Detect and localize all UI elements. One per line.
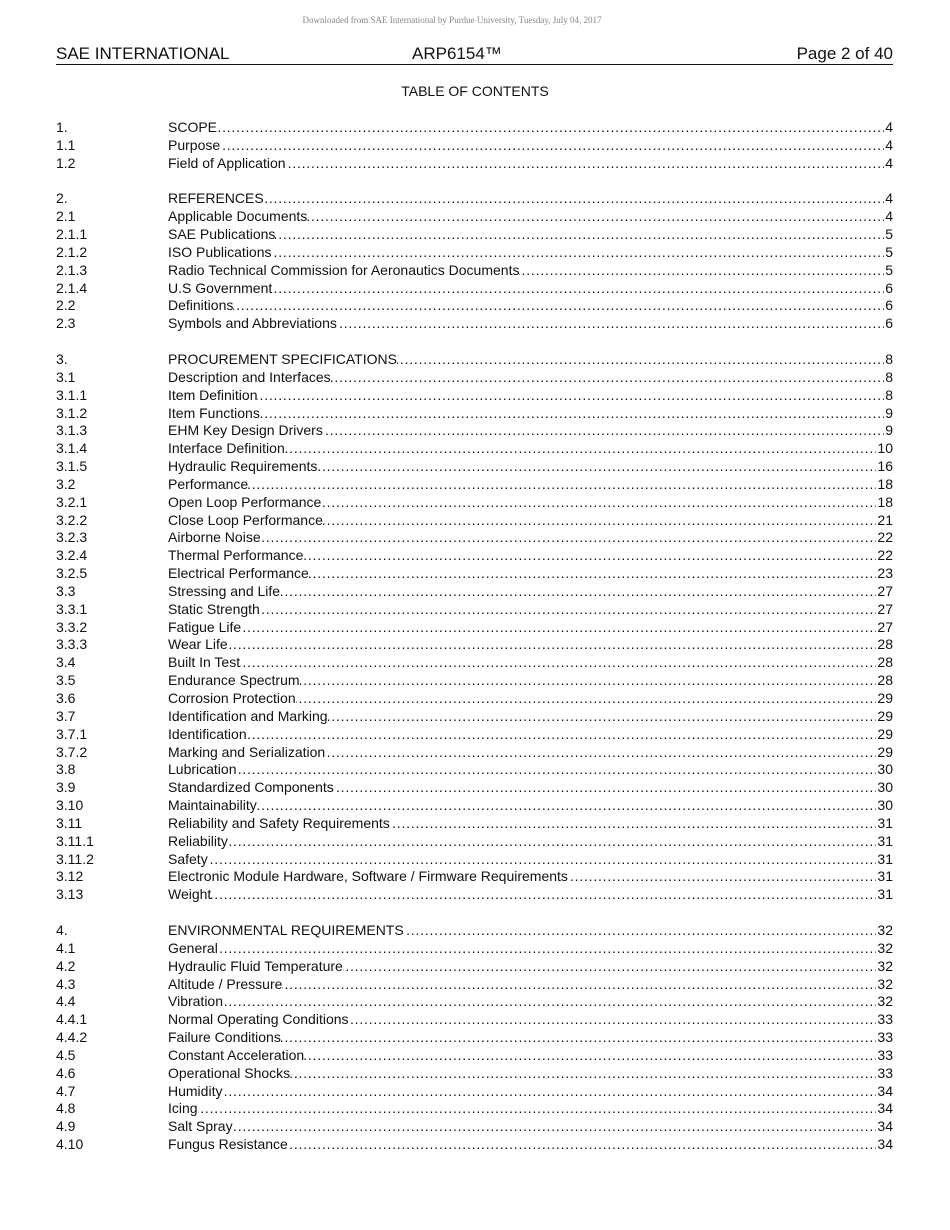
dot-leader — [328, 708, 877, 726]
toc-entry-title: Purpose — [168, 136, 221, 153]
dot-leader — [233, 1118, 877, 1136]
dot-leader — [307, 208, 884, 226]
toc-entry[interactable] — [56, 583, 893, 601]
dot-leader — [223, 993, 876, 1011]
dot-leader — [233, 297, 884, 315]
dot-leader — [247, 726, 877, 744]
header-organization: SAE INTERNATIONAL — [56, 44, 230, 63]
toc-entry-title: Fungus Resistance — [168, 1136, 288, 1153]
toc-entry-title: Maintainability — [168, 797, 257, 814]
toc-entry-title: Hydraulic Fluid Temperature — [168, 957, 343, 974]
toc-entry-title: ENVIRONMENTAL REQUIREMENTS — [168, 921, 404, 938]
toc-entry-page: 31 — [877, 868, 893, 885]
dot-leader — [288, 1136, 877, 1154]
toc-entry[interactable] — [56, 672, 893, 690]
toc-entry-page: 33 — [877, 1064, 893, 1081]
toc-entry-title: PROCUREMENT SPECIFICATIONS — [168, 350, 397, 367]
toc-entry-page: 4 — [885, 136, 893, 153]
toc-entry-page: 33 — [877, 1011, 893, 1028]
toc-entry-title: U.S Government — [168, 279, 273, 296]
toc-entry[interactable] — [56, 958, 893, 976]
header-page-number: Page 2 of 40 — [796, 44, 893, 63]
toc-entry-number: 3.1.5 — [56, 458, 88, 475]
toc-heading: TABLE OF CONTENTS — [401, 83, 549, 99]
toc-entry[interactable] — [56, 1011, 893, 1029]
toc-entry-number: 3.2 — [56, 475, 76, 492]
toc-entry[interactable] — [56, 922, 893, 940]
toc-entry-number: 3.3.3 — [56, 636, 88, 653]
toc-entry-title: Static Strength — [168, 600, 260, 617]
dot-leader — [240, 654, 876, 672]
dot-leader — [317, 458, 876, 476]
table-of-contents — [56, 119, 893, 1154]
dot-leader — [296, 690, 877, 708]
dot-leader — [290, 1065, 876, 1083]
toc-entry-title: Performance — [168, 475, 249, 492]
header-document-number: ARP6154™ — [412, 44, 502, 63]
toc-entry-page: 4 — [885, 154, 893, 171]
toc-entry-title: Thermal Performance — [168, 547, 304, 564]
toc-entry[interactable] — [56, 619, 893, 637]
toc-entry-page: 31 — [877, 832, 893, 849]
toc-entry-title: Symbols and Abbreviations — [168, 315, 337, 332]
toc-entry-title: Interface Definition — [168, 440, 285, 457]
toc-entry-page: 21 — [877, 511, 893, 528]
toc-entry[interactable] — [56, 351, 893, 369]
toc-entry[interactable] — [56, 886, 893, 904]
toc-entry[interactable] — [56, 262, 893, 280]
dot-leader — [321, 494, 876, 512]
toc-entry[interactable] — [56, 512, 893, 530]
toc-entry-number: 3.3.2 — [56, 618, 88, 635]
dot-leader — [264, 190, 885, 208]
toc-entry[interactable] — [56, 1083, 893, 1101]
toc-entry-page: 33 — [877, 1029, 893, 1046]
toc-entry-number: 3.6 — [56, 690, 76, 706]
toc-entry[interactable] — [56, 155, 893, 173]
toc-entry-number: 4.2 — [56, 957, 76, 974]
toc-entry[interactable] — [56, 601, 893, 619]
dot-leader — [404, 922, 877, 940]
toc-entry[interactable] — [56, 976, 893, 994]
dot-leader — [275, 226, 884, 244]
toc-entry-title: Icing — [168, 1100, 198, 1117]
toc-entry-title: Weight — [168, 886, 212, 903]
dot-leader — [261, 529, 877, 547]
dot-leader — [303, 547, 876, 565]
toc-entry[interactable] — [56, 529, 893, 547]
toc-entry-number: 3.10 — [56, 797, 84, 814]
toc-entry[interactable] — [56, 690, 893, 708]
toc-entry-number: 3.13 — [56, 886, 84, 903]
toc-entry-number: 3. — [56, 350, 68, 367]
toc-entry-page: 5 — [885, 243, 893, 260]
toc-entry-title: Field of Application — [168, 154, 286, 171]
toc-entry-title: Safety — [168, 850, 208, 867]
toc-entry-page: 5 — [885, 261, 893, 278]
toc-entry[interactable] — [56, 868, 893, 886]
dot-leader — [260, 405, 884, 423]
toc-entry[interactable] — [56, 940, 893, 958]
toc-entry[interactable] — [56, 208, 893, 226]
toc-entry-number: 3.7.2 — [56, 743, 88, 760]
toc-entry-title: Identification — [168, 725, 247, 742]
toc-entry-number: 2.1.2 — [56, 243, 88, 260]
toc-entry[interactable] — [56, 476, 893, 494]
toc-entry[interactable] — [56, 226, 893, 244]
dot-leader — [309, 565, 877, 583]
toc-entry[interactable] — [56, 1118, 893, 1136]
toc-entry-number: 4.6 — [56, 1064, 76, 1081]
toc-entry-number: 3.12 — [56, 868, 84, 885]
dot-leader — [257, 387, 884, 405]
dot-leader — [337, 315, 884, 333]
dot-leader — [304, 1047, 876, 1065]
section-spacer — [56, 173, 893, 191]
dot-leader — [286, 155, 885, 173]
toc-entry-title: Reliability — [168, 832, 228, 849]
toc-entry-title: Item Definition — [168, 386, 258, 403]
toc-entry[interactable] — [56, 726, 893, 744]
toc-entry-page: 27 — [877, 600, 893, 617]
toc-entry-title: Reliability and Safety Requirements — [168, 814, 390, 831]
dot-leader — [257, 797, 877, 815]
toc-entry-title: Close Loop Performance — [168, 511, 323, 528]
dot-leader — [568, 868, 876, 886]
toc-entry-number: 4.8 — [56, 1100, 76, 1117]
toc-entry-title: Built In Test — [168, 654, 241, 671]
toc-entry[interactable] — [56, 244, 893, 262]
toc-entry[interactable] — [56, 494, 893, 512]
toc-entry-title: Humidity — [168, 1082, 223, 1099]
dot-leader — [285, 440, 877, 458]
toc-entry[interactable] — [56, 993, 893, 1011]
toc-entry-title: EHM Key Design Drivers — [168, 422, 323, 439]
toc-entry-page: 27 — [877, 582, 893, 599]
toc-entry-number: 4.10 — [56, 1136, 84, 1153]
toc-entry-title: Normal Operating Conditions — [168, 1011, 349, 1028]
toc-entry-page: 32 — [877, 993, 893, 1010]
toc-entry-page: 8 — [885, 386, 893, 403]
toc-entry-title: Fatigue Life — [168, 618, 242, 635]
toc-entry-title: Definitions — [168, 297, 234, 314]
toc-entry-title: Wear Life — [168, 636, 228, 653]
page-header — [56, 44, 893, 65]
toc-entry-page: 34 — [877, 1136, 893, 1153]
dot-leader — [343, 958, 877, 976]
dot-leader — [280, 583, 876, 601]
toc-entry-page: 29 — [877, 743, 893, 760]
toc-entry[interactable] — [56, 797, 893, 815]
toc-entry[interactable] — [56, 119, 893, 137]
toc-entry-number: 1. — [56, 119, 68, 135]
toc-entry[interactable] — [56, 422, 893, 440]
toc-entry-number: 3.1.1 — [56, 386, 88, 403]
toc-entry-title: Salt Spray — [168, 1118, 233, 1135]
toc-entry-number: 3.7.1 — [56, 725, 88, 742]
toc-entry-title: Electronic Module Hardware, Software / Firmware Requirements — [168, 868, 568, 885]
dot-leader — [208, 851, 877, 869]
toc-entry-number: 4.4 — [56, 993, 76, 1010]
toc-entry-title: Lubrication — [168, 761, 237, 778]
toc-entry[interactable] — [56, 315, 893, 333]
toc-entry[interactable] — [56, 1029, 893, 1047]
toc-entry-number: 2.1.3 — [56, 261, 88, 278]
toc-entry-title: Failure Conditions — [168, 1029, 281, 1046]
toc-entry[interactable] — [56, 761, 893, 779]
toc-entry-number: 4. — [56, 921, 68, 938]
toc-entry-page: 22 — [877, 547, 893, 564]
dot-leader — [519, 262, 884, 280]
toc-entry-title: Stressing and Life — [168, 582, 281, 599]
dot-leader — [334, 779, 877, 797]
toc-entry[interactable] — [56, 1065, 893, 1083]
toc-entry[interactable] — [56, 440, 893, 458]
toc-entry-number: 4.3 — [56, 975, 76, 992]
toc-entry[interactable] — [56, 137, 893, 155]
toc-entry-title: Hydraulic Requirements — [168, 458, 318, 475]
toc-entry-page: 29 — [877, 690, 893, 706]
toc-entry-number: 3.5 — [56, 672, 76, 689]
toc-entry-number: 3.1.3 — [56, 422, 88, 439]
dot-leader — [237, 761, 877, 779]
toc-entry-title: Open Loop Performance — [168, 493, 322, 510]
dot-leader — [281, 1029, 877, 1047]
toc-entry-number: 3.3 — [56, 582, 76, 599]
dot-leader — [397, 351, 884, 369]
toc-entry-page: 10 — [877, 440, 893, 457]
toc-entry[interactable] — [56, 297, 893, 315]
toc-entry[interactable] — [56, 654, 893, 672]
toc-entry-page: 8 — [885, 350, 893, 367]
toc-entry-title: Altitude / Pressure — [168, 975, 283, 992]
toc-entry[interactable] — [56, 744, 893, 762]
toc-entry-page: 4 — [885, 119, 893, 135]
section-spacer — [56, 333, 893, 351]
toc-entry-title: General — [168, 939, 218, 956]
toc-entry-page: 32 — [877, 975, 893, 992]
toc-entry-title: Marking and Serialization — [168, 743, 326, 760]
dot-leader — [323, 512, 877, 530]
toc-entry-page: 29 — [877, 725, 893, 742]
toc-entry-page: 33 — [877, 1046, 893, 1063]
toc-entry-number: 3.2.2 — [56, 511, 88, 528]
toc-entry[interactable] — [56, 815, 893, 833]
toc-entry-number: 2. — [56, 190, 68, 207]
dot-leader — [282, 976, 876, 994]
toc-entry-page: 31 — [877, 886, 893, 903]
dot-leader — [228, 636, 877, 654]
toc-entry-number: 3.2.5 — [56, 565, 88, 582]
toc-entry[interactable] — [56, 779, 893, 797]
toc-entry-title: Corrosion Protection — [168, 690, 296, 706]
dot-leader — [272, 244, 885, 262]
dot-leader — [331, 369, 885, 387]
dot-leader — [228, 833, 877, 851]
toc-entry-number: 4.4.1 — [56, 1011, 88, 1028]
toc-entry[interactable] — [56, 190, 893, 208]
dot-leader — [248, 476, 876, 494]
dot-leader — [323, 422, 884, 440]
toc-entry[interactable] — [56, 1047, 893, 1065]
toc-entry-title: SCOPE — [168, 119, 218, 135]
toc-entry-number: 3.11.1 — [56, 832, 94, 849]
toc-entry[interactable] — [56, 387, 893, 405]
toc-entry-page: 28 — [877, 636, 893, 653]
toc-entry-number: 3.2.3 — [56, 529, 88, 546]
dot-leader — [222, 1083, 876, 1101]
toc-entry[interactable] — [56, 833, 893, 851]
toc-entry-number: 3.11 — [56, 814, 83, 831]
toc-entry[interactable] — [56, 1136, 893, 1154]
toc-entry-page: 6 — [885, 315, 893, 332]
toc-entry-number: 3.1.4 — [56, 440, 88, 457]
toc-entry[interactable] — [56, 1100, 893, 1118]
toc-entry-number: 1.2 — [56, 154, 76, 171]
toc-entry-number: 3.2.1 — [56, 493, 88, 510]
toc-entry-number: 3.1 — [56, 368, 76, 385]
toc-entry-title: Endurance Spectrum — [168, 672, 300, 689]
dot-leader — [211, 886, 876, 904]
toc-entry-page: 22 — [877, 529, 893, 546]
dot-leader — [300, 672, 877, 690]
toc-entry-number: 4.9 — [56, 1118, 76, 1135]
toc-entry-number: 3.7 — [56, 707, 76, 724]
toc-entry-page: 28 — [877, 672, 893, 689]
toc-entry-number: 3.8 — [56, 761, 76, 778]
toc-entry[interactable] — [56, 369, 893, 387]
toc-entry-page: 32 — [877, 921, 893, 938]
toc-entry-page: 6 — [885, 279, 893, 296]
toc-entry-page: 8 — [885, 368, 893, 385]
toc-entry[interactable] — [56, 851, 893, 869]
toc-entry-number: 2.3 — [56, 315, 76, 332]
toc-entry-number: 4.4.2 — [56, 1029, 88, 1046]
toc-entry-number: 3.2.4 — [56, 547, 88, 564]
toc-entry-page: 30 — [877, 797, 893, 814]
toc-entry-title: Description and Interfaces — [168, 368, 331, 385]
toc-entry-page: 31 — [877, 850, 893, 867]
toc-entry-number: 3.11.2 — [56, 850, 94, 867]
dot-leader — [220, 137, 884, 155]
toc-entry-page: 32 — [877, 957, 893, 974]
toc-entry-title: Radio Technical Commission for Aeronautics Documents — [168, 261, 520, 278]
toc-entry[interactable] — [56, 547, 893, 565]
toc-entry-page: 34 — [877, 1082, 893, 1099]
toc-entry-title: Standardized Components — [168, 779, 334, 796]
toc-entry-title: Item Functions — [168, 404, 260, 421]
toc-entry-number: 3.1.2 — [56, 404, 88, 421]
toc-entry-number: 2.1 — [56, 208, 76, 225]
dot-leader — [218, 940, 877, 958]
toc-entry-title: Vibration — [168, 993, 224, 1010]
toc-entry-number: 3.9 — [56, 779, 76, 796]
toc-entry-page: 16 — [877, 458, 893, 475]
toc-entry-page: 31 — [877, 814, 893, 831]
toc-entry-number: 3.4 — [56, 654, 76, 671]
toc-entry-page: 30 — [877, 761, 893, 778]
toc-entry-page: 6 — [885, 297, 893, 314]
toc-entry-page: 5 — [885, 226, 893, 243]
toc-entry-page: 29 — [877, 707, 893, 724]
toc-entry[interactable] — [56, 280, 893, 298]
section-spacer — [56, 904, 893, 922]
toc-entry-number: 2.2 — [56, 297, 76, 314]
toc-entry-title: ISO Publications — [168, 243, 272, 260]
toc-entry-page: 34 — [877, 1100, 893, 1117]
toc-entry-title: Electrical Performance — [168, 565, 309, 582]
toc-entry[interactable] — [56, 458, 893, 476]
toc-entry-page: 18 — [877, 493, 893, 510]
toc-entry-page: 32 — [877, 939, 893, 956]
dot-leader — [198, 1100, 877, 1118]
toc-entry-number: 2.1.1 — [56, 226, 88, 243]
toc-entry-number: 4.5 — [56, 1046, 76, 1063]
dot-leader — [217, 119, 884, 137]
toc-entry-title: Airborne Noise — [168, 529, 261, 546]
toc-entry-page: 18 — [877, 475, 893, 492]
toc-entry-title: Operational Shocks — [168, 1064, 291, 1081]
dot-leader — [241, 619, 876, 637]
toc-entry-page: 4 — [885, 208, 893, 225]
toc-entry[interactable] — [56, 405, 893, 423]
toc-entry[interactable] — [56, 708, 893, 726]
toc-entry-number: 2.1.4 — [56, 279, 88, 296]
toc-entry-page: 28 — [877, 654, 893, 671]
toc-entry[interactable] — [56, 636, 893, 654]
toc-entry-page: 23 — [877, 565, 893, 582]
toc-entry-number: 1.1 — [56, 136, 76, 153]
toc-entry-title: SAE Publications — [168, 226, 276, 243]
dot-leader — [349, 1011, 877, 1029]
toc-entry-title: Identification and Marking — [168, 707, 328, 724]
download-watermark: Downloaded from SAE International by Purdue University, Tuesday, July 04, 2017 — [302, 15, 602, 25]
toc-entry-page: 30 — [877, 779, 893, 796]
toc-entry-title: REFERENCES — [168, 190, 264, 207]
toc-entry-page: 9 — [885, 422, 893, 439]
dot-leader — [260, 601, 877, 619]
dot-leader — [325, 744, 876, 762]
toc-entry-page: 4 — [885, 190, 893, 207]
toc-entry[interactable] — [56, 565, 893, 583]
dot-leader — [272, 280, 884, 298]
toc-entry-number: 4.1 — [56, 939, 76, 956]
toc-entry-title: Constant Acceleration — [168, 1046, 305, 1063]
toc-entry-number: 3.3.1 — [56, 600, 88, 617]
toc-entry-page: 34 — [877, 1118, 893, 1135]
toc-entry-number: 4.7 — [56, 1082, 76, 1099]
toc-entry-page: 27 — [877, 618, 893, 635]
dot-leader — [390, 815, 877, 833]
toc-entry-title: Applicable Documents — [168, 208, 308, 225]
toc-entry-page: 9 — [885, 404, 893, 421]
